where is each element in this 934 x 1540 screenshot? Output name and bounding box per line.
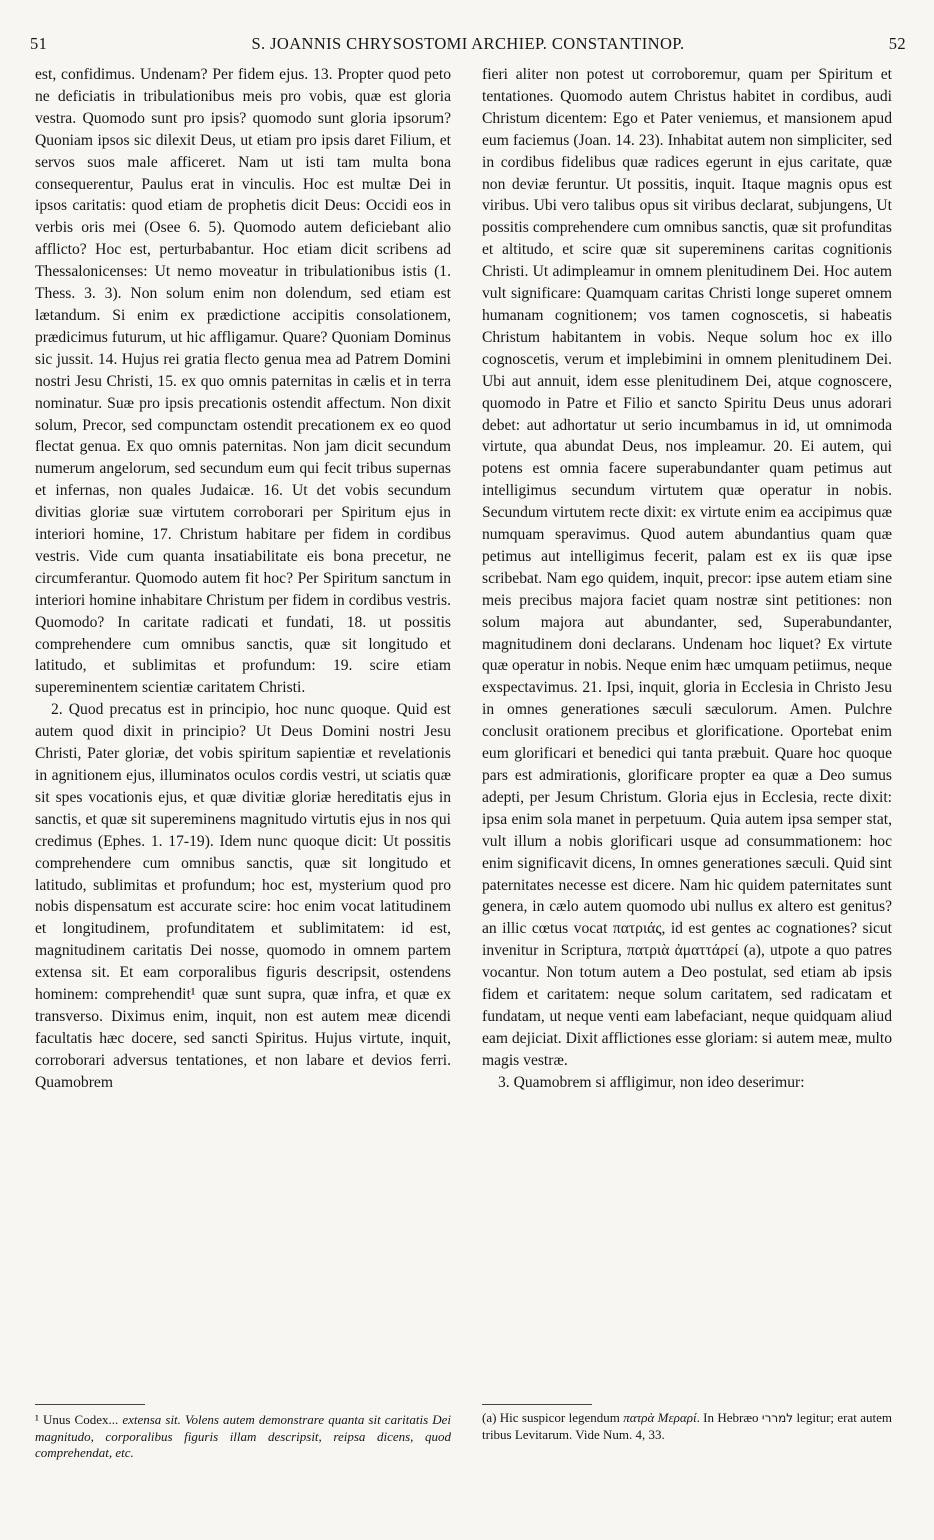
footnote-greek: πατρὰ Μεραρί — [623, 1410, 697, 1425]
footnote-hebrew: למררי — [761, 1411, 794, 1425]
paragraph: 2. Quod precatus est in principio, hoc nunc quoque. Quid est autem quod dixit in principio? Ut Deus Domini nostri Jesu Christi, Pater gloriæ, det vobis spiritum sapientiæ et revelationis in agnitionem ejus, illuminatos oculos cordis vestri, ut sciatis quæ sit spes vocationis ejus, et quæ divitiæ gloriæ hereditatis ejus in sanctis, et quæ sit supereminens magnitudo virtutis ejus in nos qui credimus (Ephes. 1. 17-19). Idem nunc quoque dicit: Ut possitis comprehendere cum omnibus sanctis, quæ sit longitudo et latitudo, sublimitas et profundum; hoc est, mysterium quod pro nobis dispensatum est accurate scire: hoc enim vocat latitudinem et longitudinem, profunditatem et sublimitatem: id est, magnitudinem caritatis Dei nosse, quomodo in omnem partem extensa sit. Et eam corporalibus figuris descripsit, ostendens hominem: comprehendit¹ quæ sunt supra, quæ infra, et quæ ex transverso. Diximus enim, inquit, non est autem meæ dicendi facultatis hæc docere, sed sancti Spiritus. Hujus virtute, inquit, corroborari adversus tentationes, et non labare et devios ferri. Quamobrem — [35, 701, 451, 1091]
footnote-text: extensa sit. Volens autem demonstrare quanta sit caritatis Dei magnitudo, corporalibus figuris illam descripsit, reipsa dicens, quod comprehendat, etc. — [35, 1412, 451, 1460]
paragraph: est, confidimus. Undenam? Per fidem ejus. 13. Propter quod peto ne deficiatis in tribulationibus meis pro vobis, quæ est gloria vestra. Quomodo sunt pro ipsis? quomodo sunt gloria ipsorum? Quoniam ipsos sic dilexit Deus, ut etiam pro ipsis daret Filium, et servos suos male afficeret. Nam ut isti tam multa bona consequerentur, Paulus erat in vinculis. Hoc est multæ Dei in ipsos caritatis: quod etiam de prophetis dicit Deus: Occidi eos in verbis oris mei (Osee 6. 5). Quomodo autem deficiebant alio afflicto? Hoc est, perturbabantur. Hoc etiam dicit scribens ad Thessalonicenses: Ut nemo moveatur in tribulationibus istis (1. Thess. 3. 3). Non solum enim non dolendum, sed etiam est lætandum. Si enim ex prædictione accipitis consolationem, prædicimus futurum, ut hic affligamur. Quare? Quoniam Dominus sic jussit. 14. Hujus rei gratia flecto genua mea ad Patrem Domini nostri Jesu Christi, 15. ex quo omnis paternitas in cælis et in terra nominatur. Suæ pro ipsis precationis ostendit affectum. Non dixit solum, Precor, sed compunctam ostendit precationem ex eo quod flectat genua. Ex quo omnis paternitas. Non jam dicit secundum numerum angelorum, sed secundum eum qui fecit tribus supernas et infernas, non quales Judaicæ. 16. Ut det vobis secundum divitias gloriæ suæ virtutem corroborari per Spiritum ejus in interiori homine, 17. Christum habitare per fidem in cordibus vestris. Vide cum quanta insatiabilitate eis bona precetur, ne circumferantur. Quomodo autem fit hoc? Per Spiritum sanctum in interiori homine inhabitare Christum per fidem in cordibus vestris. Quomodo? In caritate radicati et fundati, 18. ut possitis comprehendere cum omnibus sanctis, quæ sit longitudo et latitudo, et sublimitas et profundum: 19. scire etiam supereminentem scientiæ caritatem Christi. — [35, 66, 451, 697]
text-column-right — [482, 64, 892, 1094]
paragraph: 3. Quamobrem si affligimur, non ideo deserimur: — [498, 1073, 805, 1091]
footnote-marker: ¹ Unus Codex... — [35, 1412, 123, 1427]
footnote-marker: (a) Hic suspicor legendum — [482, 1410, 624, 1425]
footnote-right — [482, 1410, 892, 1443]
running-header — [30, 34, 906, 56]
footnote-left — [35, 1412, 451, 1462]
page-number-left: 51 — [30, 34, 48, 53]
page-number-right: 52 — [888, 34, 906, 53]
footnote-divider — [482, 1404, 592, 1405]
footnote-text: . In Hebræo — [696, 1410, 762, 1425]
paragraph: fieri aliter non potest ut corroboremur, quam per Spiritum et tentationes. Quomodo autem Christus habitet in cordibus, audi Christum dicentem: Ego et Pater veniemus, et mansionem apud eum faciemus (Joan. 14. 23). Inhabitat autem non simpliciter, sed in cordibus fidelibus quæ radices egerunt in ejus caritate, quæ non deviæ feruntur. Ut possitis, inquit. Itaque magnis opus est viribus. Ubi vero talibus opus sit viribus declarat, subjungens, Ut possitis comprehendere cum omnibus sanctis, quæ sit profunditas et altitudo, et scire quæ sit supereminens caritas cognitionis Christi. Ut adimpleamur in omnem plenitudinem Dei. Hoc autem vult significare: Quamquam caritas Christi longe superet omnem humanam cognitionem; vos tamen cognoscetis, si habeatis Christum habitantem in vobis. Neque solum hoc ex illo cognoscetis, verum et implebimini in omnem plenitudinem Dei. Ubi aut annuit, idem esse plenitudinem Dei, atque cognoscere, quomodo in Patre et Filio et sancto Spiritu Deus unus adorari debet: aut adhortatur ut serio incumbamus in id, ut omnimoda virtute, qua abundat Deus, nos impleamur. 20. Ei autem, qui potens est omnia facere superabundanter quam petimus aut intelligimus secundum virtutem quæ operatur in nobis. Secundum virtutem recte dixit: ex virtute enim ea accipimus quæ numquam speravimus. Quod autem abundantius quam quæ petimus aut intelligimus fecerit, palam est ex iis quæ ipse scribebat. Nam ego quidem, inquit, precor: ipse autem etiam sine meis precibus majora faciet quam nostræ sint petitiones: non solum majora aut abundanter, sed, Superabundanter, magnitudinem doni declarans. Undenam hoc liquet? Ex virtute quæ operatur in nobis. Neque enim hæc umquam petiimus, neque exspectavimus. 21. Ipsi, inquit, gloria in Ecclesia in Christo Jesu in omnes generationes sæculi sæculorum. Amen. Pulchre conclusit orationem precibus et glorificatione. Oportebat enim eum glorificari et benedici qui tanta præbuit. Quare hoc quoque pars est admirationis, glorificare propter ea quæ a Deo sumus adepti, per Jesum Christum. Gloria ejus in Ecclesia, recte dixit: ipsa enim sola manet in perpetuum. Quia autem ipsa semper stat, vult illum a nobis glorificari usque ad consummationem: hoc enim significavit dicens, In omnes generationes sæculi. Quid sint paternitates necesse est dicere. Nam hic quidem paternitates sunt genera, in cælo autem quomodo ubi nullus ex altero est genitus? an illic cœtus vocat πατριάς, id est gentes ac cognationes? sicut invenitur in Scriptura, πατριὰ ἀματτάρεί (a), utpote a quo patres vocantur. Non totum autem a Deo postulat, sed etiam ab ipsis fidem et caritatem: neque solum caritatem, sed radicatam et fundatam, ut neque venti eam labefaciant, neque quidquam aliud eam dejiciat. Dixit afflictiones esse gloriam: si autem meæ, multo magis vestræ. — [482, 66, 892, 1069]
running-title: S. JOANNIS CHRYSOSTOMI ARCHIEP. CONSTANTINOP. — [251, 34, 685, 53]
text-column-left — [35, 64, 451, 1094]
footnote-divider — [35, 1404, 145, 1405]
footnote-text: legitur; erat autem tribus Levitarum. Vide Num. 4, 33. — [482, 1410, 892, 1442]
